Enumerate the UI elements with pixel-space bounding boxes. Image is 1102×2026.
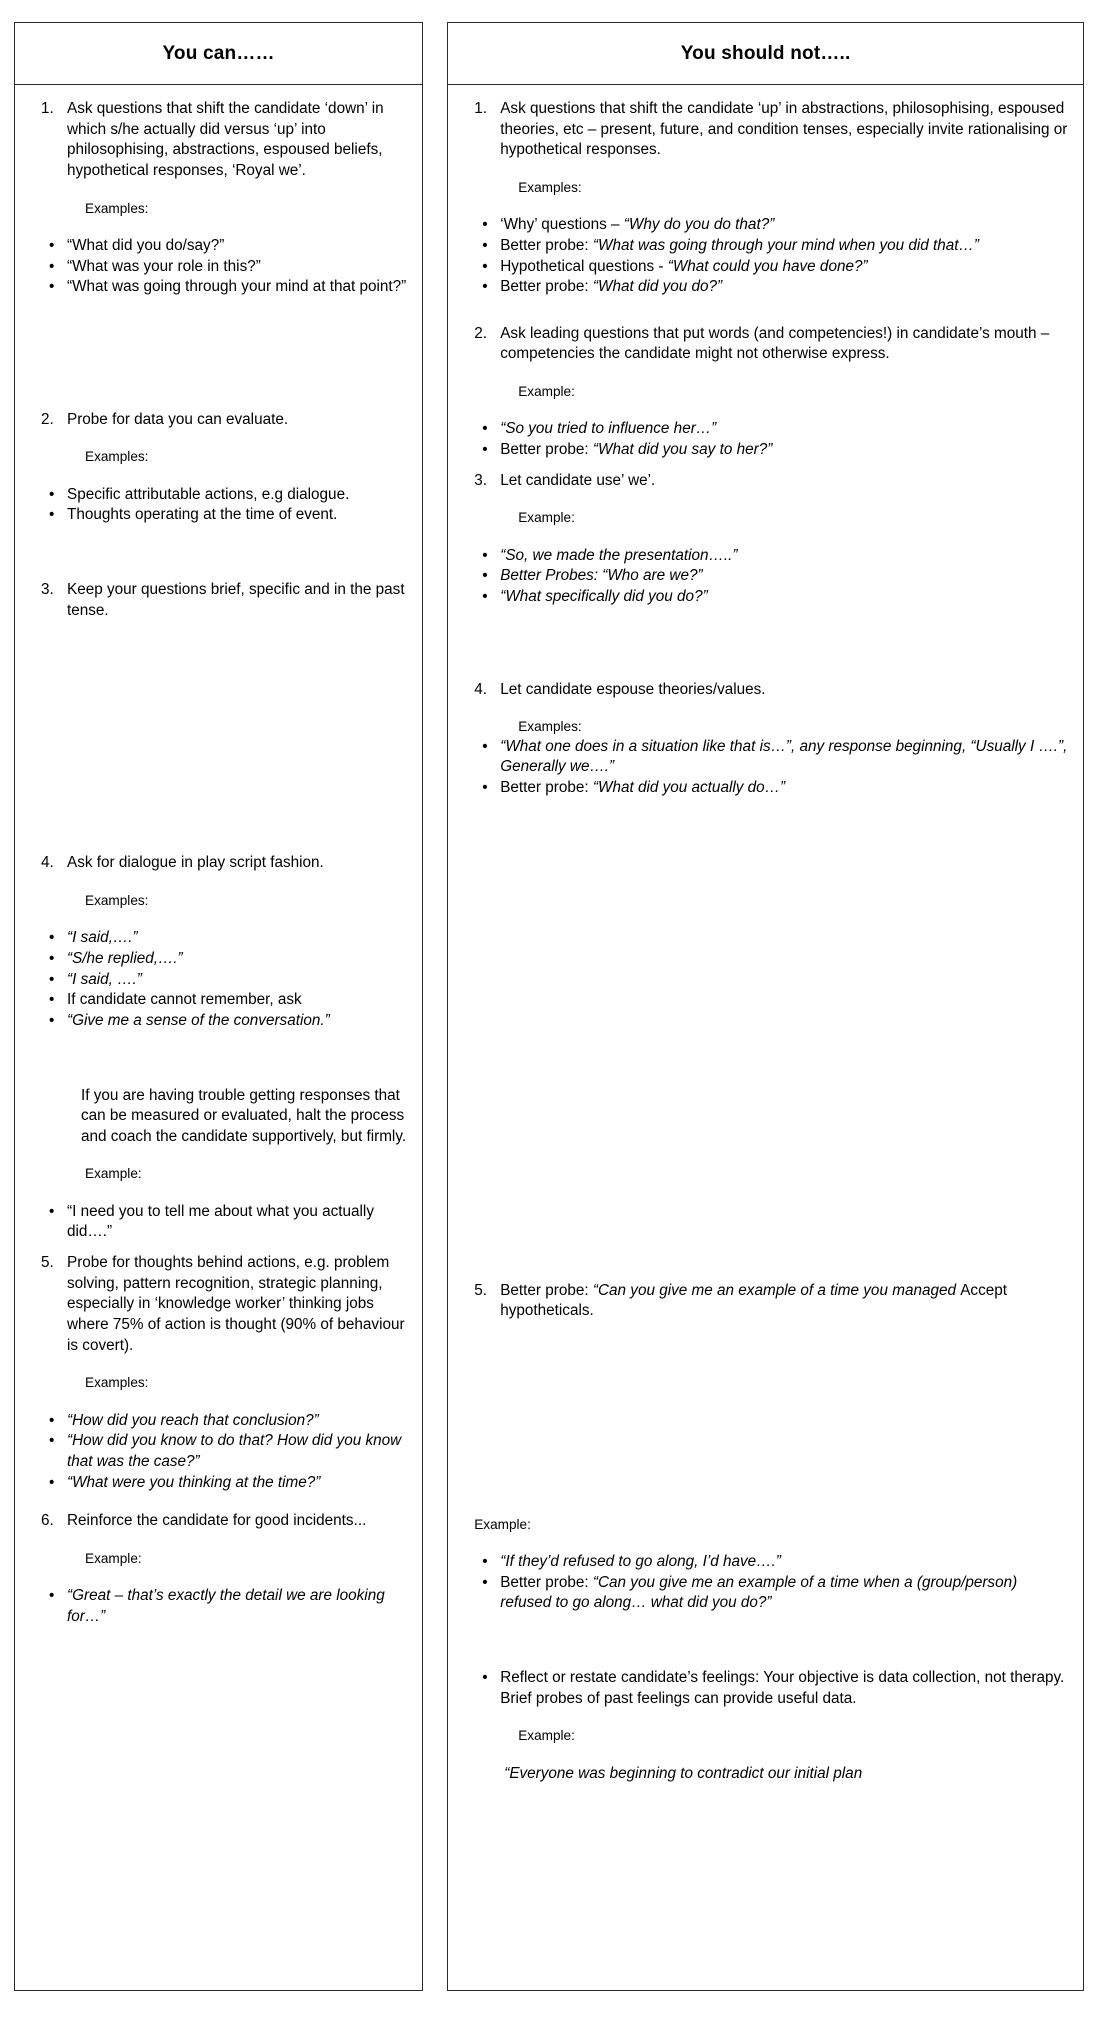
bullet-list <box>460 1668 1071 1709</box>
list-item <box>460 236 1071 257</box>
bullet-text: Reflect or restate candidate’s feelings: Your objective is data collection, not therapy. Brief probes of past feelings can provide useful data. <box>500 1669 1065 1707</box>
list-item <box>460 1573 1071 1614</box>
bullet-icon <box>460 587 500 608</box>
bullet-text <box>500 440 1071 461</box>
example-label: Example: <box>518 1728 575 1744</box>
bullet-plain: Better probe: <box>500 1573 593 1591</box>
list-item <box>27 1411 410 1432</box>
bullet-italic: “So you tried to influence her…” <box>500 420 717 438</box>
bullet-list <box>27 1411 410 1494</box>
list-number: 2. <box>474 324 487 342</box>
bullet-text <box>500 257 1071 278</box>
bullet-icon <box>460 257 500 278</box>
trouble-paragraph: If you are having trouble getting responses that can be measured or evaluated, halt the process and coach the candidate supportively, but firmly. <box>81 1086 407 1145</box>
bullet-icon <box>460 277 500 298</box>
list-item <box>460 277 1071 298</box>
bullet-icon <box>27 485 67 506</box>
list-item <box>27 505 410 526</box>
bullet-icon <box>460 440 500 461</box>
list-item <box>27 853 410 874</box>
list-number: 4. <box>41 854 54 872</box>
bullet-text: “How did you know to do that? How did you know that was the case?” <box>67 1432 402 1470</box>
bullet-icon <box>27 257 67 278</box>
bullet-text: If candidate cannot remember, ask <box>67 991 302 1009</box>
list-item <box>27 990 410 1011</box>
bullet-text: “What was going through your mind at that point?” <box>67 278 407 296</box>
bullet-icon <box>460 566 500 587</box>
list-item <box>460 324 1071 365</box>
list-item <box>460 99 1071 161</box>
right-table <box>447 22 1084 1991</box>
list-item <box>27 410 410 431</box>
list-item <box>27 1253 410 1356</box>
left-table <box>14 22 423 1991</box>
list-number: 2. <box>41 410 54 428</box>
bullet-icon <box>460 546 500 567</box>
list-text <box>500 1281 1071 1322</box>
bullet-plain: Better probe: <box>500 236 593 254</box>
list-number: 5. <box>41 1254 54 1272</box>
closing-quote: “Everyone was beginning to contradict our initial plan <box>504 1764 863 1782</box>
bullet-icon <box>460 778 500 799</box>
list-item <box>27 949 410 970</box>
list-text: Ask questions that shift the candidate ‘up’ in abstractions, philosophising, espoused theories, etc – present, future, and condition tenses, especially invite rationalising or hypothetical responses. <box>500 100 1068 159</box>
list-number: 3. <box>41 581 54 599</box>
list-item <box>460 1552 1071 1573</box>
list-item <box>460 1668 1071 1709</box>
list-text: Let candidate espouse theories/values. <box>500 680 766 698</box>
bullet-icon <box>27 990 67 1011</box>
bullet-text: “So, we made the presentation…..” <box>500 546 738 564</box>
list-text: Ask leading questions that put words (and competencies!) in candidate’s mouth – competencies the candidate might not otherwise express. <box>500 324 1050 363</box>
list-item <box>460 440 1071 461</box>
bullet-text: “What was your role in this?” <box>67 257 261 275</box>
list-item <box>27 257 410 278</box>
list-item <box>460 546 1071 567</box>
bullet-italic: “What did you actually do…” <box>592 778 786 796</box>
bullet-italic: “Why do you do that?” <box>623 216 775 234</box>
left-table-body-cell <box>15 85 422 1990</box>
bullet-icon <box>27 505 67 526</box>
bullet-text: “Great – that’s exactly the detail we are looking for…” <box>67 1587 385 1625</box>
bullet-icon <box>460 1573 500 1594</box>
list-item <box>27 1011 410 1032</box>
bullet-icon <box>27 1011 67 1032</box>
bullet-italic: “What could you have done?” <box>667 257 868 275</box>
list-item <box>460 471 1071 492</box>
right-table-header-cell <box>448 23 1083 85</box>
bullet-text: “What specifically did you do?” <box>500 588 708 605</box>
list-text: Ask for dialogue in play script fashion. <box>67 854 324 872</box>
list-item <box>27 1586 410 1627</box>
bullet-icon <box>460 419 500 440</box>
list-item <box>27 485 410 506</box>
bullet-icon <box>27 949 67 970</box>
bullet-list <box>460 1552 1071 1614</box>
bullet-text <box>500 1573 1071 1614</box>
examples-label: Examples: <box>85 449 149 465</box>
bullet-icon <box>27 1473 67 1494</box>
list-item <box>460 419 1071 440</box>
bullet-list <box>460 737 1071 799</box>
list-item <box>27 99 410 182</box>
item-plain-suffix: Accept hypotheticals. <box>500 1281 1007 1320</box>
examples-label: Examples: <box>85 1375 149 1391</box>
list-number: 3. <box>474 471 487 489</box>
list-number: 6. <box>41 1512 54 1530</box>
example-label: Example: <box>85 1550 142 1566</box>
list-item <box>27 277 410 298</box>
bullet-icon <box>27 236 67 257</box>
item-italic-mid: “Can you give me an example of a time you managed <box>592 1281 961 1299</box>
bullet-icon <box>27 928 67 949</box>
list-item <box>27 1431 410 1472</box>
bullet-icon <box>27 1202 67 1223</box>
list-item <box>460 587 1071 608</box>
list-text: Probe for data you can evaluate. <box>67 410 289 428</box>
bullet-text: “What were you thinking at the time?” <box>67 1473 321 1491</box>
list-item <box>27 1473 410 1494</box>
bullet-text <box>500 215 1071 236</box>
bullet-text: “S/he replied,….” <box>67 950 183 967</box>
bullet-plain: Better probe: <box>500 778 593 796</box>
list-item <box>460 566 1071 587</box>
example-label: Example: <box>518 384 575 400</box>
examples-label: Examples: <box>85 200 149 216</box>
left-column-title: You can…… <box>162 42 275 64</box>
bullet-plain: Hypothetical questions - <box>500 257 668 275</box>
bullet-list <box>460 419 1071 460</box>
bullet-plain: Better probe: <box>500 441 593 459</box>
item-plain-prefix: Better probe: <box>500 1281 593 1299</box>
bullet-text <box>500 419 1071 440</box>
left-table-header-cell <box>15 23 422 85</box>
list-text: Probe for thoughts behind actions, e.g. problem solving, pattern recognition, strategic planning, especially in ‘knowledge worker’ thinking jobs where 75% of action is thought (90% of behaviour is covert). <box>67 1254 405 1354</box>
bullet-text: Specific attributable actions, e.g dialogue. <box>67 485 350 503</box>
list-item <box>460 215 1071 236</box>
bullet-text <box>500 277 1071 298</box>
list-item <box>27 1202 410 1243</box>
bullet-icon <box>27 970 67 991</box>
bullet-text: “Give me a sense of the conversation.” <box>67 1011 330 1029</box>
bullet-text: “I need you to tell me about what you actually did….” <box>67 1202 374 1241</box>
bullet-icon <box>460 737 500 758</box>
bullet-list <box>27 928 410 1031</box>
list-number: 5. <box>474 1281 487 1299</box>
bullet-list <box>27 236 410 298</box>
bullet-italic: “Can you give me an example of a time when a (group/person) refused to go along… what did you do?” <box>500 1573 1018 1612</box>
list-item <box>460 1281 1071 1322</box>
bullet-list <box>27 485 410 526</box>
bullet-text: Thoughts operating at the time of event. <box>67 506 338 524</box>
bullet-italic: “What was going through your mind when you did that…” <box>592 236 979 254</box>
bullet-italic: “What did you do?” <box>592 278 723 296</box>
right-column-title: You should not….. <box>680 42 851 64</box>
bullet-text: “I said, ….” <box>67 970 142 988</box>
bullet-icon <box>27 1586 67 1607</box>
bullet-plain: Better probe: <box>500 278 593 296</box>
bullet-list <box>460 215 1071 298</box>
list-text: Reinforce the candidate for good incidents... <box>67 1512 367 1530</box>
list-item <box>27 1511 410 1532</box>
list-item <box>460 257 1071 278</box>
bullet-icon <box>27 277 67 298</box>
bullet-text: “What did you do/say?” <box>67 236 225 254</box>
bullet-plain: ‘Why’ questions – <box>500 216 624 234</box>
example-label: Example: <box>474 1516 531 1532</box>
list-number: 4. <box>474 680 487 698</box>
list-item <box>460 737 1071 778</box>
bullet-text: “What one does in a situation like that is…”, any response beginning, “Usually I ….”, Generally we….” <box>500 737 1068 776</box>
bullet-icon <box>460 215 500 236</box>
bullet-icon <box>27 1411 67 1432</box>
list-item <box>27 970 410 991</box>
bullet-icon <box>27 1431 67 1452</box>
bullet-icon <box>460 1552 500 1573</box>
example-label: Example: <box>85 1166 142 1182</box>
bullet-text: “How did you reach that conclusion?” <box>67 1411 319 1429</box>
bullet-text: “If they’d refused to go along, I’d have….” <box>500 1553 781 1571</box>
bullet-text <box>500 236 1071 257</box>
list-item <box>27 580 410 621</box>
bullet-text: “I said,….” <box>67 929 138 947</box>
list-item <box>460 778 1071 799</box>
list-item <box>460 680 1071 701</box>
bullet-list <box>27 1202 410 1243</box>
list-item <box>27 928 410 949</box>
list-text: Keep your questions brief, specific and in the past tense. <box>67 581 405 619</box>
bullet-text: Better Probes: “Who are we?” <box>500 567 703 585</box>
list-number: 1. <box>41 100 54 117</box>
bullet-italic: “What did you say to her?” <box>592 441 773 459</box>
examples-label: Examples: <box>518 179 582 195</box>
bullet-text <box>500 778 1071 799</box>
bullet-icon <box>460 1668 500 1689</box>
bullet-list <box>27 1586 410 1627</box>
examples-label: Examples: <box>518 719 582 735</box>
example-label: Example: <box>518 510 575 526</box>
right-table-body-cell <box>448 85 1083 1990</box>
bullet-icon <box>460 236 500 257</box>
list-number: 1. <box>474 100 487 117</box>
list-text: Let candidate use’ we’. <box>500 471 656 489</box>
list-item <box>27 236 410 257</box>
list-text: Ask questions that shift the candidate ‘down’ in which s/he actually did versus ‘up’ into philosophising, abstractions, espoused beliefs, hypothetical responses, ‘Royal we’. <box>67 100 384 179</box>
examples-label: Examples: <box>85 893 149 909</box>
bullet-list <box>460 546 1071 608</box>
